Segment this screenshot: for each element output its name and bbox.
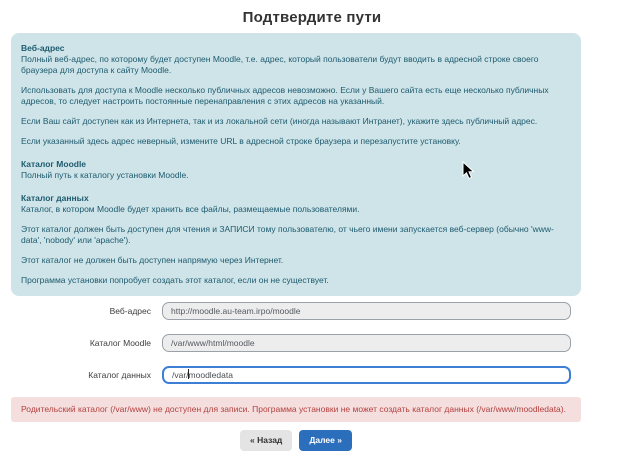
info-paragraph: Каталог, в котором Moodle будет хранить все файлы, размещаемые пользователями. bbox=[21, 204, 360, 214]
moodle-dir-input-wrap bbox=[162, 333, 571, 352]
info-paragraph: Этот каталог должен быть доступен для чтения и ЗАПИСИ тому пользователю, от чьего имени запускается веб-сервер (обычно 'www-data', 'nobody' или 'apache'). bbox=[21, 224, 554, 245]
info-heading-webaddress: Веб-адрес bbox=[21, 43, 65, 53]
form-row-web-address bbox=[11, 301, 581, 320]
moodle-dir-input[interactable] bbox=[162, 334, 571, 352]
page-title: Подтвердите пути bbox=[242, 9, 382, 26]
info-paragraph: Программа установки попробует создать этот каталог, если он не существует. bbox=[21, 275, 329, 285]
info-section-webaddress bbox=[21, 43, 571, 147]
paths-info-box bbox=[11, 33, 581, 296]
data-dir-input-wrap bbox=[162, 365, 571, 384]
back-button[interactable]: « Назад bbox=[240, 430, 292, 451]
web-address-input[interactable] bbox=[162, 302, 571, 320]
info-heading-moodle-dir: Каталог Moodle bbox=[21, 159, 87, 169]
info-section-moodle-dir bbox=[21, 159, 571, 181]
paths-form bbox=[11, 301, 581, 384]
form-row-moodle-dir bbox=[11, 333, 581, 352]
data-dir-label: Каталог данных bbox=[88, 369, 151, 380]
info-section-data-dir bbox=[21, 193, 571, 286]
next-button[interactable]: Далее » bbox=[299, 430, 352, 451]
error-alert: Родительский каталог (/var/www) не доступен для записи. Программа установки не может создать каталог данных (/var/www/moodledata). bbox=[11, 397, 581, 422]
info-paragraph: Если указанный здесь адрес неверный, измените URL в адресной строке браузера и перезапустите установку. bbox=[21, 136, 461, 146]
text-caret bbox=[188, 369, 189, 379]
wizard-actions bbox=[11, 430, 581, 451]
web-address-label: Веб-адрес bbox=[109, 305, 151, 316]
main-content bbox=[11, 33, 581, 451]
info-heading-data-dir: Каталог данных bbox=[21, 193, 89, 203]
data-dir-input[interactable] bbox=[162, 366, 571, 384]
info-paragraph: Если Ваш сайт доступен как из Интернета, так и из локальной сети (иногда называют Интранет), укажите здесь публичный адрес. bbox=[21, 116, 538, 126]
info-paragraph: Использовать для доступа к Moodle несколько публичных адресов невозможно. Если у Вашего сайта есть еще несколько публичных адресов, то следует настроить постоянные перенаправления с этих адресов на указанный. bbox=[21, 85, 549, 106]
web-address-input-wrap bbox=[162, 301, 571, 320]
form-row-data-dir bbox=[11, 365, 581, 384]
moodle-dir-label: Каталог Moodle bbox=[89, 337, 151, 348]
info-paragraph: Этот каталог не должен быть доступен напрямую через Интернет. bbox=[21, 255, 284, 265]
info-paragraph: Полный веб-адрес, по которому будет доступен Moodle, т.е. адрес, который пользователи будут вводить в адресной строке своего браузера для доступа к сайту Moodle. bbox=[21, 54, 539, 75]
info-paragraph: Полный путь к каталогу установки Moodle. bbox=[21, 170, 189, 180]
